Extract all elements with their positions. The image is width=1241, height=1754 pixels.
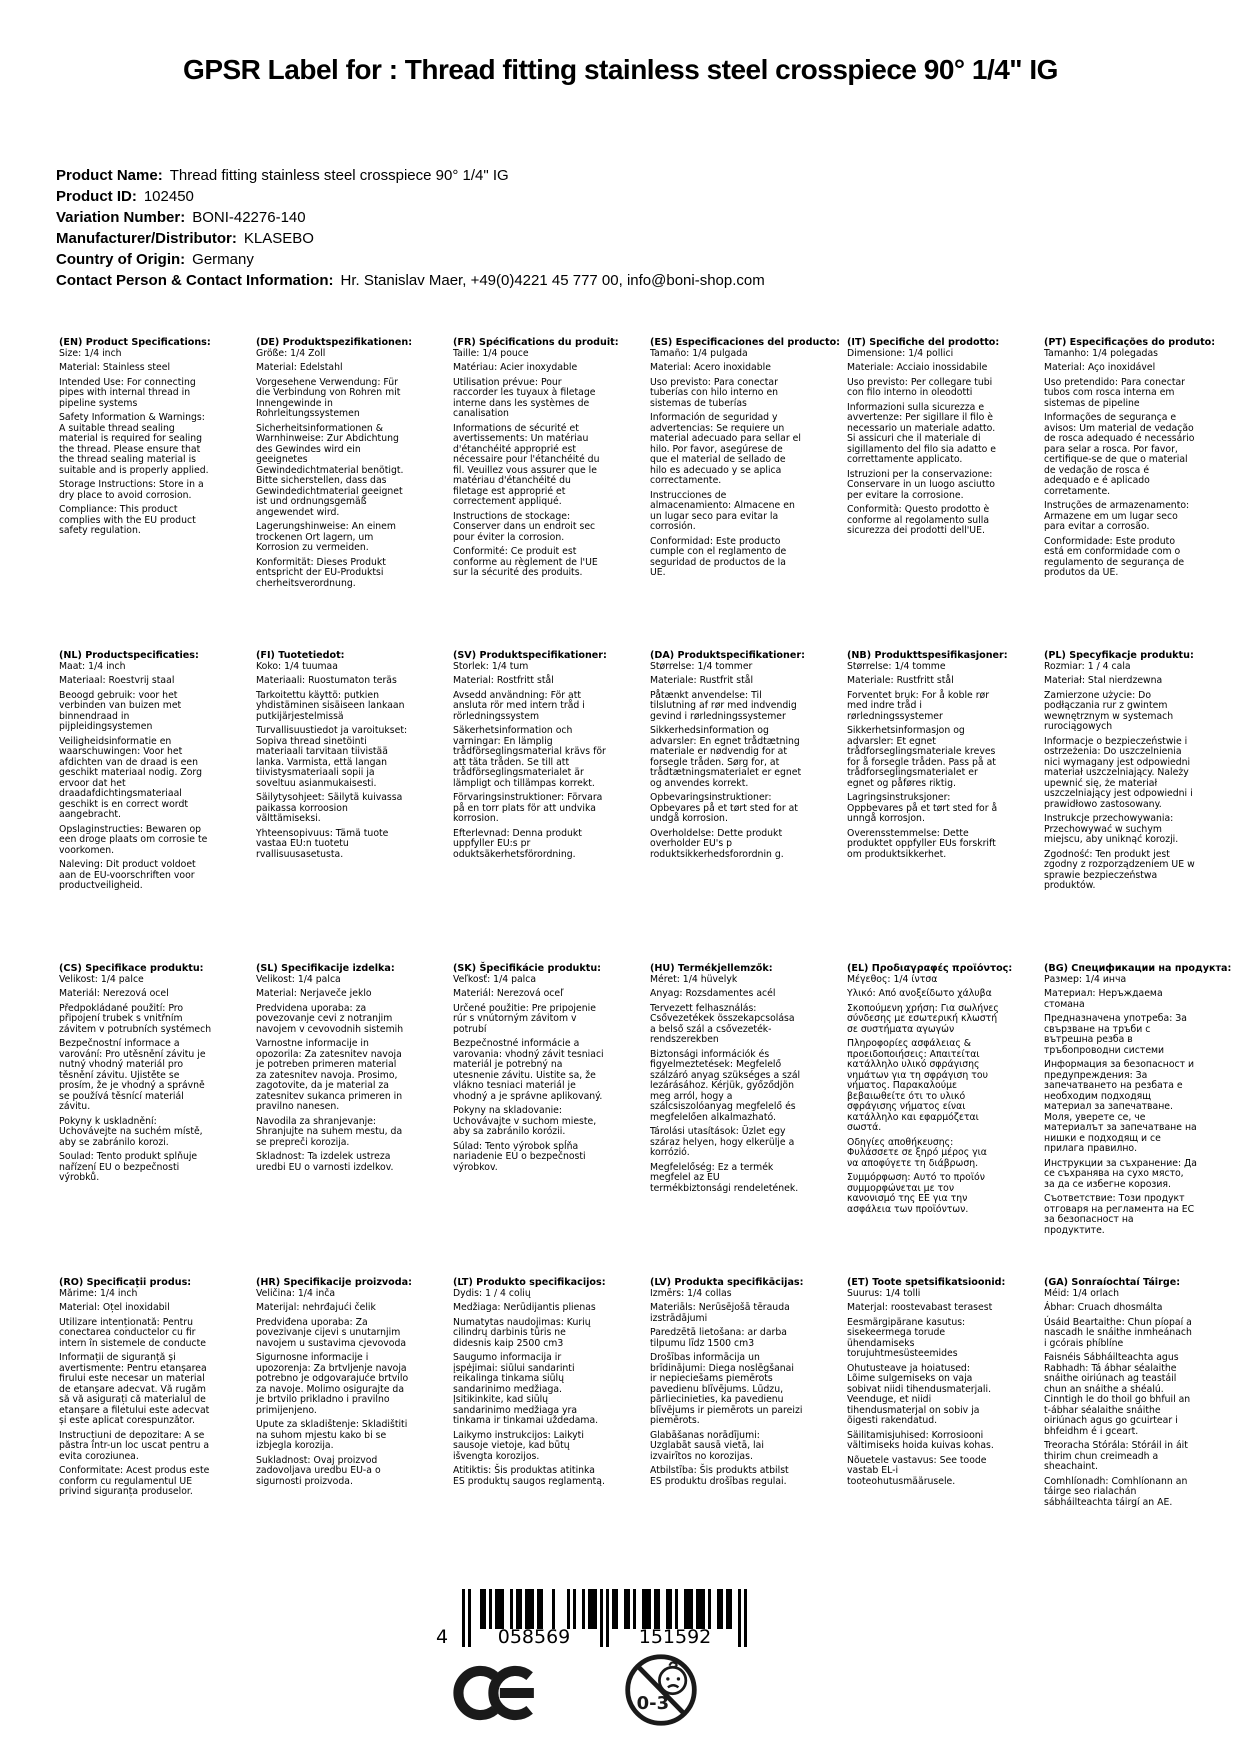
spec-paragraph: Material: Acero inoxidable — [650, 362, 771, 373]
spec-paragraph: Utilisation prévue: Pour raccorder les tuyaux à filetage interne dans les systèmes de canalisation — [453, 376, 596, 419]
spec-paragraph: Zamierzone użycie: Do podłączania rur z gwintem wewnętrznym w systemach rurociągowych — [1044, 689, 1174, 732]
spec-paragraph: Storlek: 1/4 tum — [453, 660, 529, 672]
spec-paragraph: Ohutusteave ja hoiatused: Lõime sulgemiseks on vaja sobivat niidi tihendusmaterjali. Veenduge, et niidi tihendusmaterjal on sobiv ja õigesti rakendatud. — [847, 1362, 992, 1426]
spec-paragraph: Storage Instructions: Store in a dry place to avoid corrosion. — [59, 479, 204, 501]
spec-paragraph: Conformité: Ce produit est conforme au règlement de l'UE sur la sécurité des produits. — [453, 546, 598, 578]
spec-block-de — [256, 338, 453, 651]
spec-paragraph: Velikost: 1/4 palce — [59, 973, 144, 985]
spec-paragraph: Yhteensopivuus: Tämä tuote vastaa EU:n tuotetu rvallisuusasetusta. — [256, 827, 389, 860]
product-info-row — [56, 249, 765, 270]
spec-header-lv: (LV) Produkta specifikācijas: — [650, 1277, 804, 1288]
spec-paragraph: Material: Stainless steel — [59, 362, 171, 373]
spec-paragraph: Vorgesehene Verwendung: Für die Verbindung von Rohren mit Innengewinde in Rohrleitungssystemen — [256, 376, 401, 419]
spec-block-hr — [256, 1278, 453, 1512]
spec-header-sl: (SL) Specifikacije izdelka: — [256, 963, 395, 974]
spec-paragraph: Material: Aço inoxidável — [1044, 362, 1156, 373]
spec-header-ro: (RO) Specificații produs: — [59, 1277, 192, 1288]
spec-paragraph: Biztonsági információk és figyelmeztetések: Megfelelő szálzáró anyag szükséges a szál lezárásához. Kérjük, győződjön meg arról, hogy a szálcsiszolóanyag megfelelő és megfelelően alkalmazható. — [650, 1048, 801, 1123]
spec-paragraph: Medžiaga: Nerūdijantis plienas — [453, 1302, 596, 1313]
product-info-value: 102450 — [143, 188, 194, 205]
spec-paragraph: Tamaño: 1/4 pulgada — [650, 347, 748, 359]
spec-header-sv: (SV) Produktspecifikationer: — [453, 650, 607, 661]
spec-paragraph: Forventet bruk: For å koble rør med indre tråd i rørledningssystemer — [847, 689, 990, 722]
spec-paragraph: Veličina: 1/4 inča — [256, 1287, 336, 1299]
spec-paragraph: Materiaali: Ruostumaton teräs — [256, 675, 397, 686]
spec-header-hu: (HU) Termékjellemzők: — [650, 963, 773, 974]
spec-paragraph: Material: Oțel inoxidabil — [59, 1302, 170, 1313]
spec-block-lv — [650, 1278, 847, 1512]
spec-paragraph: Instrucciones de almacenamiento: Almacene en un lugar seco para evitar la corrosión. — [650, 489, 795, 532]
spec-paragraph: Информация за безопасност и предупреждения: За запечатването на резбата е необходим подходящ материал за запечатване. Моля, уверете се, че материалът за запечатване на нишки е подходящ и се прилага правилно. — [1044, 1059, 1197, 1154]
spec-paragraph: Säkerhetsinformation och varningar: En lämplig trådförseglingsmaterial krävs för att täta tråden. Se till att trådförseglingsmaterialet är lämpligt och tillämpas korrekt. — [453, 725, 606, 789]
spec-paragraph: Nõuetele vastavus: See toode vastab EL-i tooteohutusmäärusele. — [847, 1454, 987, 1487]
spec-paragraph: Informations de sécurité et avertissements: Un matériau d'étanchéité approprié est nécessaire pour l'étanchéité du fil. Veuillez vous assurer que le matériau d'étanchéité du filetage est approprié et correctement appliqué. — [453, 422, 600, 507]
spec-header-pt: (PT) Especificações do produto: — [1044, 337, 1216, 348]
spec-paragraph: Naleving: Dit product voldoet aan de EU-voorschriften voor productveiligheid. — [59, 859, 196, 891]
spec-paragraph: Materiał: Stal nierdzewna — [1044, 675, 1163, 686]
spec-paragraph: Материал: Неръждаема стомана — [1044, 988, 1163, 1010]
product-info-value: KLASEBO — [243, 230, 314, 247]
spec-paragraph: Предназначена употреба: За свързване на тръби с вътрешна резба в тръбопроводни системи — [1044, 1013, 1187, 1056]
spec-paragraph: Material: Edelstahl — [256, 362, 343, 373]
spec-paragraph: Förvaringsinstruktioner: Förvara på en torr plats för att undvika korrosion. — [453, 792, 603, 824]
spec-paragraph: Konformität: Dieses Produkt entspricht der EU-Produktsi cherheitsverordnung. — [256, 556, 386, 589]
spec-block-nl — [59, 651, 256, 964]
spec-block-et — [847, 1278, 1044, 1512]
spec-paragraph: Συμμόρφωση: Αυτό το προϊόν συμμορφώνεται με τον κανονισμό της ΕΕ για την ασφάλεια των προϊόντων. — [847, 1172, 985, 1215]
spec-block-ga — [1044, 1278, 1241, 1512]
spec-paragraph: Πληροφορίες ασφάλειας & προειδοποιήσεις: Απαιτείται κατάλληλο υλικό σφράγισης νημάτων για τη σφράγιση του νήματος. Παρακαλούμε βεβαιωθείτε ότι το υλικό σφράγισης νήματος είναι κατάλληλο και εφαρμόζεται σωστά. — [847, 1038, 988, 1133]
spec-paragraph: Uso previsto: Per collegare tubi con filo interno in oleodotti — [847, 376, 993, 398]
spec-header-es: (ES) Especificaciones del producto: — [650, 337, 841, 348]
spec-paragraph: Størrelse: 1/4 tomme — [847, 660, 946, 672]
spec-paragraph: Materijal: nehrđajući čelik — [256, 1302, 376, 1313]
product-info-value: Hr. Stanislav Maer, +49(0)4221 45 777 00, info@boni-shop.com — [340, 272, 765, 289]
spec-paragraph: Informații de siguranță și avertismente: Pentru etanșarea firului este necesar un material de etanșare adecvat. Vă rugăm să vă asigurați că materialul de etanșare a filetului este adecvat și este aplicat corespunzător. — [59, 1352, 210, 1426]
spec-block-ro — [59, 1278, 256, 1512]
spec-paragraph: Opbevaringsinstruktioner: Opbevares på et tørt sted for at undgå korrosion. — [650, 792, 798, 824]
spec-paragraph: Megfelelőség: Ez a termék megfelel az EU termékbiztonsági rendeletének. — [650, 1161, 799, 1194]
product-info-value: BONI-42276-140 — [192, 209, 306, 226]
spec-paragraph: Predvidena uporaba: za povezovanje cevi z notranjim navojem v cevovodnih sistemih — [256, 1002, 404, 1035]
spec-paragraph: Paredzētā lietošana: ar darba tilpumu līdz 1500 cm3 — [650, 1327, 787, 1349]
spec-block-bg — [1044, 964, 1241, 1278]
spec-paragraph: Conformidade: Este produto está em conformidade com o regulamento de segurança de produtos da UE. — [1044, 535, 1185, 578]
spec-paragraph: Размер: 1/4 инча — [1044, 973, 1127, 985]
spec-paragraph: Materiál: Nerezová ocel — [59, 988, 169, 999]
spec-paragraph: Pokyny na skladovanie: Uchovávajte v suchom mieste, aby sa zabránilo korózii. — [453, 1105, 597, 1137]
spec-paragraph: Overholdelse: Dette produkt overholder EU's p roduktsikkerhedsforordnin g. — [650, 827, 784, 860]
spec-block-pt — [1044, 338, 1241, 651]
spec-paragraph: Méid: 1/4 orlach — [1044, 1287, 1120, 1299]
spec-paragraph: Materiāls: Nerūsējošā tērauda izstrādājumi — [650, 1302, 790, 1324]
spec-paragraph: Navodila za shranjevanje: Shranjujte na suhem mestu, da se prepreči korozija. — [256, 1115, 403, 1148]
spec-paragraph: Atitiktis: Šis produktas atitinka ES produktų saugos reglamentą. — [453, 1465, 605, 1487]
spec-paragraph: Predviđena uporaba: Za povezivanje cijevi s unutarnjim navojem u sustavima cjevovoda — [256, 1316, 407, 1349]
ce-mark-icon — [452, 1662, 544, 1724]
spec-block-en — [59, 338, 256, 651]
spec-paragraph: Treoracha Stórála: Stóráil in áit thirim chun creimeadh a sheachaint. — [1044, 1440, 1188, 1472]
spec-paragraph: Sikkerhedsinformation og advarsler: En egnet trådtætning materiale er nødvendig for at forsegle tråden. Sørg for, at trådtætningsmaterialet er egnet og anvendes korrekt. — [650, 725, 802, 789]
product-info-row — [56, 186, 765, 207]
spec-paragraph: Opslaginstructies: Bewaren op een droge plaats om corrosie te voorkomen. — [59, 823, 208, 856]
spec-paragraph: Υλικό: Από ανοξείδωτο χάλυβα — [847, 988, 992, 999]
spec-paragraph: Laikymo instrukcijos: Laikyti sausoje vietoje, kad būtų išvengta korozijos. — [453, 1429, 584, 1462]
spec-paragraph: Material: Nerjaveče jeklo — [256, 988, 372, 999]
spec-paragraph: Matériau: Acier inoxydable — [453, 362, 578, 373]
spec-paragraph: Conformità: Questo prodotto è conforme al regolamento sulla sicurezza dei prodotti dell'UE. — [847, 504, 990, 536]
spec-paragraph: Izmērs: 1/4 collas — [650, 1287, 732, 1299]
spec-paragraph: Dimensione: 1/4 pollici — [847, 347, 954, 359]
spec-paragraph: Uso pretendido: Para conectar tubos com rosca interna em sistemas de pipeline — [1044, 376, 1185, 409]
spec-paragraph: Méret: 1/4 hüvelyk — [650, 973, 738, 985]
spec-paragraph: Comhlíonadh: Comhlíonann an táirge seo rialachán sábháilteachta táirgí an AE. — [1044, 1475, 1188, 1508]
spec-paragraph: Turvallisuustiedot ja varoitukset: Sopiva thread sinetöinti materiaali tarvitaan tiivistää lanka. Varmista, että langan tiivistysmateriaali sopii ja soveltuu asianmukaisesti. — [256, 725, 408, 789]
spec-block-sl — [256, 964, 453, 1278]
barcode-module — [744, 1589, 747, 1647]
spec-block-es — [650, 338, 847, 651]
spec-paragraph: Størrelse: 1/4 tommer — [650, 660, 753, 672]
barcode-right-digits: 151592 — [638, 1626, 712, 1648]
spec-paragraph: Safety Information & Warnings: A suitable thread sealing material is required for sealing the thread. Please ensure that the thread sealing material is suitable and is properly applied. — [59, 412, 209, 476]
product-info — [56, 165, 765, 291]
spec-header-ga: (GA) Sonraíochtaí Táirge: — [1044, 1277, 1181, 1288]
spec-paragraph: Säilytysohjeet: Säilytä kuivassa paikassa korroosion välttämiseksi. — [256, 792, 403, 824]
spec-paragraph: Información de seguridad y advertencias: Se requiere un material adecuado para sellar el hilo. Por favor, asegúrese de que el material de sellado de hilo es adecuado y se aplica correctamente. — [650, 412, 801, 486]
spec-header-fr: (FR) Spécifications du produit: — [453, 337, 619, 348]
spec-block-nb — [847, 651, 1044, 964]
spec-paragraph: Úsáid Beartaithe: Chun píopaí a nascadh le snáithe inmheánach i gcórais phíblíne — [1044, 1316, 1192, 1349]
spec-paragraph: Sigurnosne informacije i upozorenja: Za brtvljenje navoja potrebno je odgovarajuće brtvilo za navoje. Molimo osigurajte da je brtvilo prikladno i pravilno primijenjeno. — [256, 1352, 409, 1416]
spec-paragraph: Atbilstība: Šis produkts atbilst ES produktu drošības regulai. — [650, 1465, 789, 1487]
spec-paragraph: Suurus: 1/4 tolli — [847, 1287, 921, 1299]
barcode-left-digits: 058569 — [497, 1626, 571, 1648]
spec-paragraph: Rozmiar: 1 / 4 cala — [1044, 660, 1131, 672]
spec-paragraph: Numatytas naudojimas: Kurių cilindrų darbinis tūris ne didesnis kaip 2500 cm3 — [453, 1316, 591, 1349]
spec-paragraph: Drošības informācija un brīdinājumi: Diega noslēgšanai ir nepieciešams piemērots pavedienu blīvējums. Lūdzu, pārliecinieties, ka pavedienu blīvējums ir piemērots un pareizi piemērots. — [650, 1352, 803, 1426]
spec-paragraph: Efterlevnad: Denna produkt uppfyller EU:s pr oduktsäkerhetsförordning. — [453, 827, 582, 860]
spec-paragraph: Sicherheitsinformationen & Warnhinweise: Zur Abdichtung des Gewindes wird ein geeignetes Gewindedichtmaterial benötigt. Bitte sicherstellen, dass das Gewindedichtmaterial geeignet ist und ordnungsgemäß angewendet wird. — [256, 422, 404, 518]
spec-paragraph: Sukladnost: Ovaj proizvod zadovoljava uredbu EU-a o sigurnosti proizvoda. — [256, 1454, 381, 1487]
ean13-barcode — [436, 1589, 747, 1651]
spec-paragraph: Tervezett felhasználás: Csővezetékek összekapcsolása a belső szál a csővezeték-rendszerekben — [650, 1002, 795, 1045]
spec-paragraph: Compliance: This product complies with the EU product safety regulation. — [59, 504, 196, 536]
spec-paragraph: Taille: 1/4 pouce — [453, 347, 529, 359]
spec-paragraph: Velikost: 1/4 palca — [256, 973, 341, 985]
spec-paragraph: Dydis: 1 / 4 colių — [453, 1287, 531, 1299]
spec-grid — [59, 338, 1241, 1512]
product-info-label: Product ID: — [56, 188, 137, 205]
product-info-row — [56, 270, 765, 291]
spec-header-nl: (NL) Productspecificaties: — [59, 650, 199, 661]
spec-paragraph: Materjal: roostevabast terasest — [847, 1302, 993, 1313]
spec-paragraph: Veľkosť: 1/4 palca — [453, 973, 537, 985]
spec-paragraph: Materiale: Rustfrit stål — [650, 675, 754, 686]
spec-paragraph: Avsedd användning: För att ansluta rör med intern tråd i rörledningssystem — [453, 689, 585, 722]
spec-paragraph: Informações de segurança e avisos: Um material de vedação de rosca adequado é necessário para selar a rosca. Por favor, certifique-se de que o material de vedação de rosca é adequado e é aplicado corretamente. — [1044, 412, 1195, 497]
spec-paragraph: Conformidad: Este producto cumple con el reglamento de seguridad de productos de la UE. — [650, 535, 787, 578]
spec-header-hr: (HR) Specifikacije proizvoda: — [256, 1277, 412, 1288]
spec-paragraph: Instruções de armazenamento: Armazene em um lugar seco para evitar a corrosão. — [1044, 500, 1190, 532]
product-info-row — [56, 165, 765, 186]
product-info-label: Country of Origin: — [56, 251, 186, 268]
spec-paragraph: Instructions de stockage: Conserver dans un endroit sec pour éviter la corrosion. — [453, 510, 596, 543]
spec-paragraph: Utilizare intenționată: Pentru conectarea conductelor cu fir intern în sistemele de conducte — [59, 1316, 206, 1349]
spec-block-el — [847, 964, 1044, 1278]
spec-header-bg: (BG) Спецификации на продукта: — [1044, 963, 1232, 974]
spec-paragraph: Pokyny k uskladnění: Uchovávejte na suchém místě, aby se zabránilo korozi. — [59, 1115, 203, 1148]
spec-header-it: (IT) Specifiche del prodotto: — [847, 337, 1000, 348]
spec-paragraph: Informacje o bezpieczeństwie i ostrzeżenia: Do uszczelnienia nici wymagany jest odpowiedni materiał uszczelniający. Należy upewnić się, że materiał uszczelniający jest odpowiedni i prawidłowo zastosowany. — [1044, 735, 1193, 810]
product-info-label: Product Name: — [56, 167, 163, 184]
product-info-label: Manufacturer/Distributor: — [56, 230, 237, 247]
spec-header-en: (EN) Product Specifications: — [59, 337, 211, 348]
product-info-value: Germany — [192, 251, 254, 268]
spec-paragraph: Μέγεθος: 1/4 ίντσα — [847, 973, 938, 985]
spec-paragraph: Faisnéis Sábháilteachta agus Rabhadh: Tá ábhar séalaithe snáithe oiriúnach ag teastáil chun an snáithe a shéalú. Cinntigh le do thoil go bhfuil an t-ábhar séalaithe snáithe oiriúnach agus go gcuirtear i bhfeidhm é i gceart. — [1044, 1352, 1191, 1437]
spec-paragraph: Sikkerhetsinformasjon og advarsler: Et egnet trådforseglingsmateriale kreves for å forsegle tråden. Pass på at trådforseglingsmaterialet er egnet og påføres riktig. — [847, 725, 996, 789]
spec-paragraph: Maat: 1/4 inch — [59, 660, 126, 672]
spec-block-it — [847, 338, 1044, 651]
age-warning-label: 0-3 — [636, 1693, 670, 1715]
product-info-label: Variation Number: — [56, 209, 186, 226]
spec-paragraph: Soulad: Tento produkt splňuje nařízení EU o bezpečnosti výrobků. — [59, 1151, 198, 1183]
spec-paragraph: Lagerungshinweise: An einem trockenen Ort lagern, um Korrosion zu vermeiden. — [256, 521, 396, 553]
spec-paragraph: Σκοπούμενη χρήση: Για σωλήνες σύνδεσης με εσωτερική κλωστή σε συστήματα αγωγών — [847, 1002, 999, 1035]
spec-paragraph: Materiale: Rustfritt stål — [847, 675, 954, 686]
spec-paragraph: Material: Rostfritt stål — [453, 675, 554, 686]
spec-paragraph: Koko: 1/4 tuumaa — [256, 660, 338, 672]
spec-paragraph: Инструкции за съхранение: Да се съхранява на сухо място, за да се избегне корозия. — [1044, 1157, 1198, 1190]
spec-block-sv — [453, 651, 650, 964]
spec-paragraph: Instrukcje przechowywania: Przechowywać w suchym miejscu, aby uniknąć korozji. — [1044, 813, 1179, 845]
spec-block-cs — [59, 964, 256, 1278]
spec-paragraph: Ábhar: Cruach dhosmálta — [1044, 1302, 1163, 1313]
spec-paragraph: Istruzioni per la conservazione: Conservare in un luogo asciutto per evitare la corrosione. — [847, 468, 995, 501]
spec-paragraph: Materiale: Acciaio inossidabile — [847, 362, 988, 373]
product-info-row — [56, 207, 765, 228]
spec-paragraph: Overensstemmelse: Dette produktet oppfyller EUs forskrift om produktsikkerhet. — [847, 827, 996, 860]
spec-paragraph: Beoogd gebruik: voor het verbinden van buizen met binnendraad in pijpleidingsystemen — [59, 689, 182, 732]
spec-paragraph: Größe: 1/4 Zoll — [256, 347, 326, 359]
spec-header-et: (ET) Toote spetsifikatsioonid: — [847, 1277, 1006, 1288]
spec-paragraph: Bezpečnostné informácie a varovania: vhodný závit tesniaci materiál je potrebný na utesnenie závitu. Uistite sa, že vlákno tesniaci materiál je vhodný a je správne aplikovaný. — [453, 1038, 604, 1102]
spec-paragraph: Size: 1/4 inch — [59, 347, 122, 359]
spec-paragraph: Instrucțiuni de depozitare: A se păstra într-un loc uscat pentru a evita coroziunea. — [59, 1429, 210, 1462]
spec-header-de: (DE) Produktspezifikationen: — [256, 337, 413, 348]
spec-paragraph: Materiaal: Roestvrij staal — [59, 675, 175, 686]
barcode-first-digit: 4 — [436, 1626, 449, 1648]
spec-header-nb: (NB) Produkttspesifikasjoner: — [847, 650, 1008, 661]
spec-paragraph: Informazioni sulla sicurezza e avvertenze: Per sigillare il filo è necessario un materiale adatto. Si assicuri che il materiale di sigillamento del filo sia adatto e correttamente applicato. — [847, 401, 996, 465]
spec-block-hu — [650, 964, 847, 1278]
spec-header-lt: (LT) Produkto specifikacijos: — [453, 1277, 606, 1288]
spec-paragraph: Uso previsto: Para conectar tuberías con hilo interno en sistemas de tuberías — [650, 376, 779, 409]
spec-paragraph: Tarkoitettu käyttö: putkien yhdistäminen sisäiseen lankaan putkijärjestelmissä — [256, 689, 405, 722]
spec-header-fi: (FI) Tuotetiedot: — [256, 650, 345, 661]
spec-paragraph: Lagringsinstruksjoner: Oppbevares på et tørt sted for å unngå korrosjon. — [847, 792, 998, 824]
spec-paragraph: Skladnost: Ta izdelek ustreza uredbi EU o varnosti izdelkov. — [256, 1151, 394, 1173]
spec-paragraph: Glabāšanas norādījumi: Uzglabāt sausā vietā, lai izvairītos no korozijas. — [650, 1429, 764, 1462]
spec-paragraph: Οδηγίες αποθήκευσης: Φυλάσσετε σε ξηρό μέρος για να αποφύγετε τη διάβρωση. — [847, 1136, 987, 1169]
spec-paragraph: Súlad: Tento výrobok spĺňa nariadenie EÚ o bezpečnosti výrobkov. — [453, 1140, 586, 1173]
spec-paragraph: Conformitate: Acest produs este conform cu regulamentul UE privind siguranța produselor. — [59, 1465, 210, 1497]
spec-paragraph: Tárolási utasítások: Üzlet egy száraz helyen, hogy elkerülje a korrózió. — [650, 1126, 795, 1158]
spec-paragraph: Materiál: Nerezová oceľ — [453, 988, 564, 999]
spec-paragraph: Saugumo informacija ir įspėjimai: siūlui sandarinti reikalinga tinkama siūlų sandarinimo medžiaga. Įsitikinkite, kad siūlų sandarinimo medžiaga yra tinkama ir tinkamai uždedama. — [453, 1352, 599, 1426]
spec-block-fi — [256, 651, 453, 964]
spec-paragraph: Mărime: 1/4 inch — [59, 1287, 138, 1299]
spec-header-pl: (PL) Specyfikacje produktu: — [1044, 650, 1194, 661]
spec-paragraph: Určené použitie: Pre pripojenie rúr s vnútorným závitom v potrubí — [453, 1002, 596, 1035]
spec-block-pl — [1044, 651, 1241, 964]
product-info-label: Contact Person & Contact Information: — [56, 272, 334, 289]
spec-paragraph: Anyag: Rozsdamentes acél — [650, 988, 776, 999]
spec-paragraph: Bezpečnostní informace a varování: Pro utěsnění závitu je nutný vhodný materiál pro těsnění závitu. Ujistěte se prosím, že je vhodný a správně se používá těsnící materiál závitu. — [59, 1038, 206, 1112]
spec-paragraph: Veiligheidsinformatie en waarschuwingen: Voor het afdichten van de draad is een geschikt materiaal nodig. Zorg ervoor dat het draadafdichtingsmateriaal geschikt is en correct wordt aangebracht. — [59, 735, 202, 820]
product-info-row — [56, 228, 765, 249]
spec-block-sk — [453, 964, 650, 1278]
spec-header-el: (EL) Προδιαγραφές προϊόντος: — [847, 963, 1013, 974]
spec-paragraph: Eesmärgipärane kasutus: sisekeermega torude ühendamiseks torujuhtmesüsteemides — [847, 1316, 966, 1359]
spec-block-fr — [453, 338, 650, 651]
spec-paragraph: Säilitamisjuhised: Korrosiooni vältimiseks hoida kuivas kohas. — [847, 1429, 994, 1451]
spec-paragraph: Påtænkt anvendelse: Til tilslutning af rør med indvendig gevind i rørledningssystemer — [650, 689, 797, 722]
spec-header-cs: (CS) Specifikace produktu: — [59, 963, 204, 974]
spec-paragraph: Předpokládané použití: Pro připojení trubek s vnitřním závitem v potrubních systémech — [59, 1002, 212, 1035]
page-title: GPSR Label for : Thread fitting stainless steel crosspiece 90° 1/4" IG — [183, 54, 1058, 85]
spec-block-da — [650, 651, 847, 964]
spec-header-da: (DA) Produktspecifikationer: — [650, 650, 805, 661]
spec-paragraph: Съответствие: Този продукт отговаря на регламента на ЕС за безопасност на продуктите. — [1044, 1193, 1195, 1236]
age-warning-0-3-icon — [624, 1653, 698, 1727]
spec-header-sk: (SK) Špecifikácie produktu: — [453, 963, 602, 974]
spec-paragraph: Tamanho: 1/4 polegadas — [1044, 347, 1158, 359]
spec-paragraph: Varnostne informacije in opozorila: Za zatesnitev navoja je potreben primeren material za zatesnitev navoja. Prosimo, zagotovite, da je material za zatesnitev sukanca primeren in pravilno nanesen. — [256, 1038, 403, 1112]
spec-paragraph: Zgodność: Ten produkt jest zgodny z rozporządzeniem UE w sprawie bezpieczeństwa produktów. — [1044, 848, 1195, 891]
spec-paragraph: Intended Use: For connecting pipes with internal thread in pipeline systems — [59, 376, 196, 409]
product-info-value: Thread fitting stainless steel crosspiece 90° 1/4" IG — [169, 167, 509, 184]
spec-block-lt — [453, 1278, 650, 1512]
spec-paragraph: Upute za skladištenje: Skladištiti na suhom mjestu kako bi se izbjegla korozija. — [256, 1419, 408, 1451]
